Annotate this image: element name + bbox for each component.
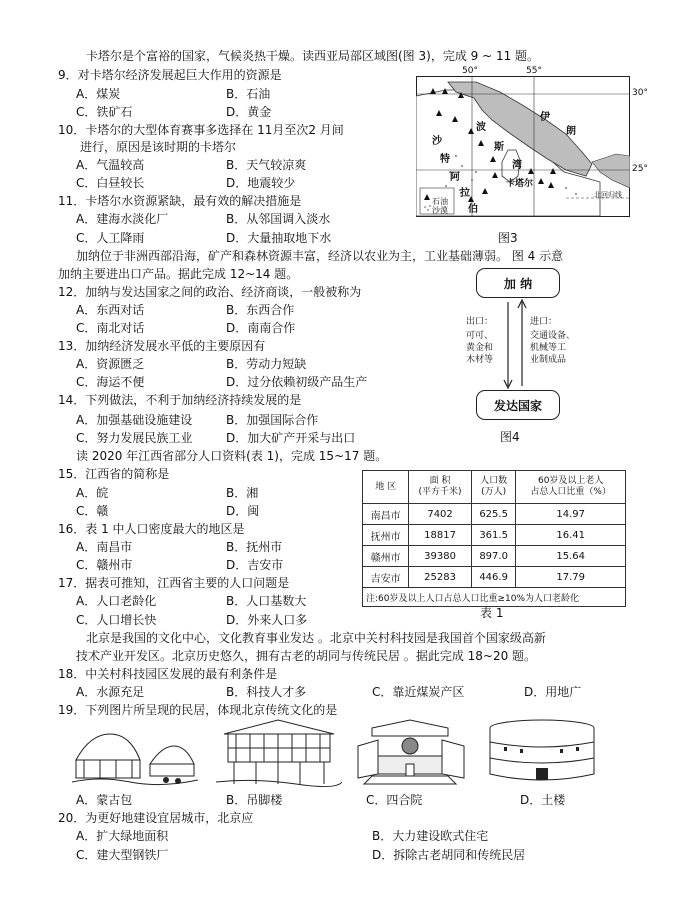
table-cell: 39380 <box>409 546 472 567</box>
text-line-q19c: C．四合院 <box>366 793 423 807</box>
map-label-saudi2: 特 <box>440 154 450 165</box>
map-label-persia: 波 <box>476 122 486 133</box>
text-line-q14b: B．加强国际合作 <box>226 413 319 427</box>
text-line-q14: 14．下列做法，不利于加纳经济持续发展的是 <box>58 393 302 407</box>
map-label-saudi1: 沙 <box>432 136 442 147</box>
text-line-q10d: D．地震较少 <box>226 176 296 190</box>
text-line-q10bb: B．天气较凉爽 <box>226 158 307 172</box>
table-cell: 18817 <box>409 525 472 546</box>
text-line-q18c: C．靠近煤炭产区 <box>372 685 465 699</box>
table-cell: 361.5 <box>471 525 516 546</box>
tulou-image <box>480 714 604 788</box>
table-cell: 南昌市 <box>363 504 409 525</box>
flow-export-item: 木材等 <box>466 355 494 365</box>
text-line-q16b: B．抚州市 <box>226 540 283 554</box>
table-row <box>363 567 626 588</box>
table-header: 地 区 <box>363 471 409 504</box>
text-line-q20c: C．建大型钢铁厂 <box>76 848 169 862</box>
text-line-q12a: A．东西对话 <box>76 303 145 317</box>
text-line-q16a: A．南昌市 <box>76 540 133 554</box>
table-row <box>363 504 626 525</box>
map-legend-oil: 石油 <box>432 197 448 206</box>
text-line-q15d: D．闽 <box>226 504 260 518</box>
text-line-q15b: B．湘 <box>226 486 259 500</box>
map-legend-desert: 沙漠 <box>432 206 448 215</box>
table-cell: 897.0 <box>471 546 516 567</box>
text-line-q15c: C．赣 <box>76 504 109 518</box>
text-line-q10b: 进行，原因是该时期的卡塔尔 <box>80 140 237 154</box>
table-header: 面 积 (平方千米) <box>409 471 472 504</box>
flow-export-label: 出口： <box>466 317 494 327</box>
text-line-q15a: A．皖 <box>76 486 109 500</box>
text-line-q17d: D．外来人口多 <box>226 613 308 627</box>
text-line-q10c: C．白昼较长 <box>76 176 145 190</box>
table1-caption: 表 1 <box>480 606 504 620</box>
table-header: 60岁及以上老人 占总人口比重（%） <box>516 471 626 504</box>
text-line-intro4: 北京是我国的文化中心，文化教育事业发达 。北京中关村科技园是我国首个国家级高新 <box>86 631 546 645</box>
text-line-q20d: D．拆除古老胡同和传统民居 <box>372 848 526 862</box>
text-line-q13a: A．资源匮乏 <box>76 357 145 371</box>
text-line-q18b: B．科技人才多 <box>226 685 307 699</box>
figure3-caption: 图3 <box>498 231 518 245</box>
text-line-q19b: B．吊脚楼 <box>226 793 283 807</box>
text-line-q14a: A．加强基础设施建设 <box>76 413 193 427</box>
text-line-q11a: A．建海水淡化厂 <box>76 212 169 226</box>
table-row <box>363 525 626 546</box>
text-line-q15: 15．江西省的简称是 <box>58 467 170 481</box>
flow-import-item: 交通设备、 <box>530 331 576 341</box>
table-cell: 15.64 <box>516 546 626 567</box>
courtyard-house-image <box>352 716 470 788</box>
text-line-q13b: B．劳动力短缺 <box>226 357 307 371</box>
text-line-intro3: 读 2020 年江西省部分人口资料(表 1)，完成 15~17 题。 <box>76 449 388 463</box>
text-line-q20b: B．大力建设欧式住宅 <box>372 829 489 843</box>
text-line-q18: 18．中关村科技园区发展的最有利条件是 <box>58 667 278 681</box>
text-line-q10: 10．卡塔尔的大型体育赛事多选择在 11月至次2 月间 <box>58 123 344 137</box>
text-line-q17c: C．人口增长快 <box>76 613 157 627</box>
flow-import-label: 进口： <box>530 317 558 327</box>
flow-export-item: 黄金和 <box>466 343 494 353</box>
table-cell: 7402 <box>409 504 472 525</box>
table-note: 注:60岁及以上人口占总人口比重≥10%为人口老龄化 <box>363 588 626 607</box>
text-line-q20a: A．扩大绿地面积 <box>76 829 169 843</box>
map-label-qatar: 卡塔尔 <box>506 179 534 189</box>
flow-import-item: 业制成品 <box>530 355 567 365</box>
text-line-q12b: B．东西合作 <box>226 303 295 317</box>
map-label-saudi4: 拉 <box>460 188 470 199</box>
table-cell: 625.5 <box>471 504 516 525</box>
text-line-q9: 9．对卡塔尔经济发展起巨大作用的资源是 <box>58 68 282 82</box>
text-line-q12: 12．加纳与发达国家之间的政治、经济商谈，一般被称为 <box>58 285 362 299</box>
stilt-house-image <box>216 716 342 788</box>
text-line-q11d: D．大量抽取地下水 <box>226 231 332 245</box>
table-cell: 25283 <box>409 567 472 588</box>
table-cell: 吉安市 <box>363 567 409 588</box>
map-label-saudi5: 伯 <box>468 204 478 215</box>
text-line-q17a: A．人口老龄化 <box>76 594 157 608</box>
flow-box-ghana: 加 纳 <box>476 268 560 298</box>
text-line-q19a: A．蒙古包 <box>76 793 133 807</box>
text-line-q13d: D．过分依赖初级产品生产 <box>226 375 368 389</box>
text-line-q11: 11．卡塔尔水资源紧缺，最有效的解决措施是 <box>58 194 302 208</box>
text-line-q10a: A．气温较高 <box>76 158 145 172</box>
text-line-q11c: C．人工降雨 <box>76 231 145 245</box>
table-cell: 16.41 <box>516 525 626 546</box>
map-label-gulf: 湾 <box>512 160 522 171</box>
map-lon-50: 50° <box>462 66 478 76</box>
text-line-q12c: C．南北对话 <box>76 321 145 335</box>
text-line-q13: 13．加纳经济发展水平低的主要原因有 <box>58 339 266 353</box>
table-cell: 446.9 <box>471 567 516 588</box>
text-line-q20: 20．为更好地建设宜居城市，北京应 <box>58 811 254 825</box>
text-line-q9a: A．煤炭 <box>76 87 121 101</box>
flow-arrows <box>500 298 530 390</box>
map-tropic-label: 北回归线 <box>594 191 622 199</box>
text-line-q18a: A．水源充足 <box>76 685 145 699</box>
text-line-q9c: C．铁矿石 <box>76 105 133 119</box>
yurt-image <box>70 720 200 786</box>
flow-export-item: 可可、 <box>466 331 494 341</box>
text-line-q14d: D．加大矿产开采与出口 <box>226 431 356 445</box>
table-cell: 赣州市 <box>363 546 409 567</box>
map-lon-55: 55° <box>526 66 542 76</box>
table-cell: 14.97 <box>516 504 626 525</box>
text-line-q19d: D．土楼 <box>520 793 566 807</box>
text-line-q17b: B．人口基数大 <box>226 594 307 608</box>
flow-box-developed: 发达国家 <box>476 390 560 420</box>
table-header: 人口数 (万人) <box>471 471 516 504</box>
text-line-q12d: D．南南合作 <box>226 321 296 335</box>
text-line-intro2b: 加纳主要进出口产品。据此完成 12~14 题。 <box>58 267 299 281</box>
table-row <box>363 546 626 567</box>
table-cell: 抚州市 <box>363 525 409 546</box>
table-cell: 17.79 <box>516 567 626 588</box>
map-label-persia2: 斯 <box>494 142 504 153</box>
text-line-q9d: D．黄金 <box>226 105 272 119</box>
text-line-q19: 19．下列图片所呈现的民居，体现北京传统文化的是 <box>58 703 338 717</box>
text-line-q13c: C．海运不便 <box>76 375 145 389</box>
map-label-iran1: 伊 <box>540 112 550 123</box>
text-line-q11b: B．从邻国调入淡水 <box>226 212 331 226</box>
map-lat-30: 30° <box>632 88 648 98</box>
figure4-caption: 图4 <box>500 430 520 444</box>
text-line-q9b: B．石油 <box>226 87 271 101</box>
text-line-q18d: D．用地广 <box>524 685 582 699</box>
population-table <box>362 470 626 607</box>
map-label-saudi3: 阿 <box>450 172 460 183</box>
text-line-q17: 17．据表可推知，江西省主要的人口问题是 <box>58 576 290 590</box>
map-lat-25: 25° <box>632 164 648 174</box>
text-line-intro2: 加纳位于非洲西部沿海，矿产和森林资源丰富，经济以农业为主，工业基础薄弱。 图 4 示意 <box>76 249 564 263</box>
text-line-q16c: C．赣州市 <box>76 558 133 572</box>
text-line-q16d: D．吉安市 <box>226 558 284 572</box>
text-line-q16: 16．表 1 中人口密度最大的地区是 <box>58 522 245 536</box>
map-label-iran2: 朗 <box>566 126 576 137</box>
flow-import-item: 机械等工 <box>530 343 567 353</box>
text-line-intro1: 卡塔尔是个富裕的国家，气候炎热干燥。读西亚局部区域图(图 3)，完成 9 ~ 11 题。 <box>86 49 540 63</box>
text-line-intro4b: 技术产业开发区。北京历史悠久，拥有古老的胡同与传统民居 。据此完成 18~20 题。 <box>76 649 537 663</box>
text-line-q14c: C．努力发展民族工业 <box>76 431 193 445</box>
